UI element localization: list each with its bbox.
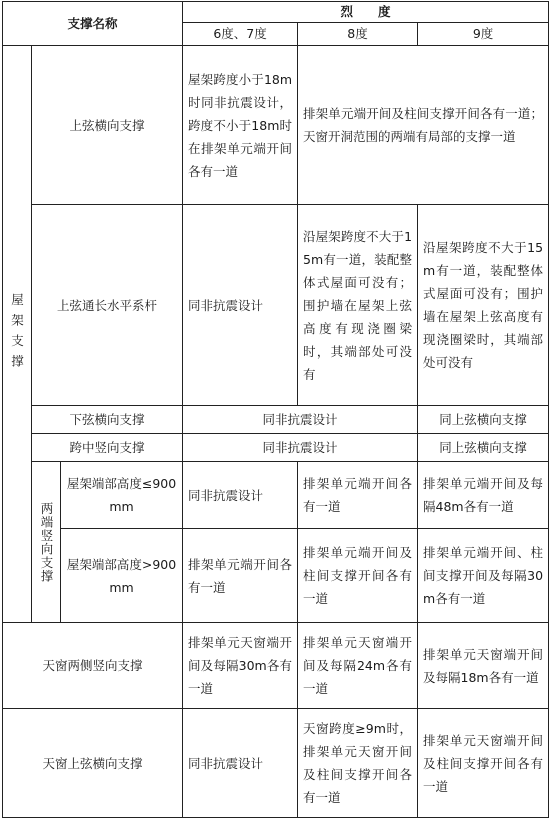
cell-lower-chord-transverse-d678: 同非抗震设计: [183, 406, 418, 434]
cell-end-height-le900-d67: 同非抗震设计: [183, 462, 298, 529]
row-name-end-height-le900: 屋架端部高度≤900mm: [61, 462, 183, 529]
cell-end-height-gt900-d9: 排架单元端开间、柱间支撑开间及每隔30m各有一道: [418, 529, 549, 623]
cell-upper-chord-longitudinal-d8: 沿屋架跨度不大于15m有一道，装配整体式屋面可没有；围护墙在屋架上弦高度有现浇圈梁时，其端部处可没有: [298, 205, 418, 406]
header-item-name: 支撑名称: [3, 2, 183, 46]
cell-end-height-gt900-d8: 排架单元端开间及柱间支撑开间各有一道: [298, 529, 418, 623]
row-name-lower-chord-transverse: 下弦横向支撑: [32, 406, 183, 434]
group-roof-truss: 屋架支撑: [3, 46, 32, 623]
row-name-upper-chord-longitudinal: 上弦通长水平系杆: [32, 205, 183, 406]
row-name-skylight-side-vertical: 天窗两侧竖向支撑: [3, 623, 183, 709]
cell-lower-chord-transverse-d9: 同上弦横向支撑: [418, 406, 549, 434]
cell-midspan-vertical-d678: 同非抗震设计: [183, 434, 418, 462]
cell-skylight-upper-transverse-d8: 天窗跨度≥9m时，排架单元天窗开间及柱间支撑开间各有一道: [298, 709, 418, 818]
cell-end-height-le900-d9: 排架单元端开间及每隔48m各有一道: [418, 462, 549, 529]
cell-end-height-le900-d8: 排架单元端开间各有一道: [298, 462, 418, 529]
cell-upper-chord-transverse-d67: 屋架跨度小于18m时同非抗震设计，跨度不小于18m时在排架单元端开间各有一道: [183, 46, 298, 205]
group-ends-vertical: 两端竖向支撑: [32, 462, 61, 623]
cell-skylight-side-vertical-d8: 排架单元天窗端开间及每隔24m各有一道: [298, 623, 418, 709]
row-name-midspan-vertical: 跨中竖向支撑: [32, 434, 183, 462]
cell-skylight-upper-transverse-d9: 排架单元天窗端开间及柱间支撑开间各有一道: [418, 709, 549, 818]
cell-end-height-gt900-d67: 排架单元端开间各有一道: [183, 529, 298, 623]
truss-bracing-table: [2, 1, 549, 818]
cell-skylight-side-vertical-d67: 排架单元天窗端开间及每隔30m各有一道: [183, 623, 298, 709]
cell-upper-chord-transverse-d89: 排架单元端开间及柱间支撑开间各有一道；天窗开洞范围的两端有局部的支撑一道: [298, 46, 549, 205]
header-deg-9: 9度: [418, 23, 549, 46]
row-name-end-height-gt900: 屋架端部高度>900mm: [61, 529, 183, 623]
header-intensity: 烈 度: [183, 2, 549, 23]
row-name-skylight-upper-transverse: 天窗上弦横向支撑: [3, 709, 183, 818]
cell-upper-chord-longitudinal-d67: 同非抗震设计: [183, 205, 298, 406]
row-name-upper-chord-transverse: 上弦横向支撑: [32, 46, 183, 205]
cell-midspan-vertical-d9: 同上弦横向支撑: [418, 434, 549, 462]
cell-skylight-side-vertical-d9: 排架单元天窗端开间及每隔18m各有一道: [418, 623, 549, 709]
cell-skylight-upper-transverse-d67: 同非抗震设计: [183, 709, 298, 818]
header-deg-8: 8度: [298, 23, 418, 46]
cell-upper-chord-longitudinal-d9: 沿屋架跨度不大于15m有一道，装配整体式屋面可没有；围护墙在屋架上弦高度有现浇圈梁时，其端部处可没有: [418, 205, 549, 406]
header-deg-6-7: 6度、7度: [183, 23, 298, 46]
